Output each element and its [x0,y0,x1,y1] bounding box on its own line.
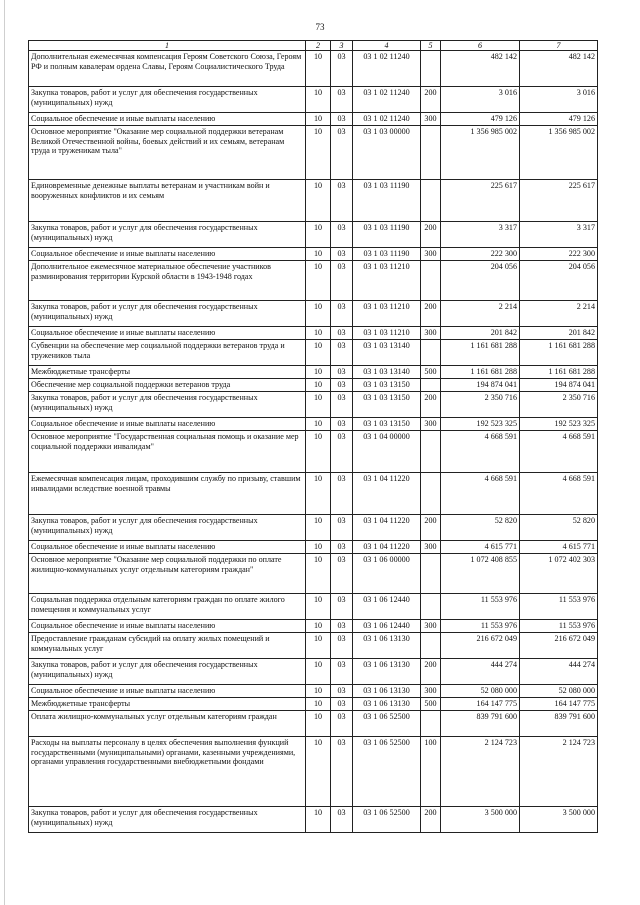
row-name: Закупка товаров, работ и услуг для обеспечения государственных (муниципальных) нужд [29,392,306,418]
row-amount-2: 1 161 681 288 [520,366,598,379]
row-expense-type: 200 [421,515,441,541]
col-header-section: 2 [306,41,331,51]
row-section: 10 [306,340,331,366]
table-row [29,698,598,711]
row-section: 10 [306,473,331,515]
scan-edge [4,0,5,905]
row-amount-1: 192 523 325 [441,418,520,431]
row-subsection: 03 [331,418,353,431]
row-subsection: 03 [331,620,353,633]
row-section: 10 [306,392,331,418]
row-amount-2: 52 820 [520,515,598,541]
row-amount-1: 1 161 681 288 [441,366,520,379]
row-amount-1: 1 356 985 002 [441,126,520,180]
row-target-article: 03 1 06 52500 [353,807,421,833]
row-target-article: 03 1 06 52500 [353,711,421,737]
row-expense-type [421,261,441,301]
row-amount-2: 2 214 [520,301,598,327]
row-amount-2: 164 147 775 [520,698,598,711]
row-name: Социальное обеспечение и иные выплаты населению [29,248,306,261]
row-name: Основное мероприятие "Оказание мер социальной поддержки по оплате жилищно-коммунальных услуг отдельным категориям граждан" [29,554,306,594]
row-section: 10 [306,620,331,633]
row-amount-2: 839 791 600 [520,711,598,737]
table-row [29,222,598,248]
row-amount-1: 2 124 723 [441,737,520,807]
col-header-name: 1 [29,41,306,51]
row-section: 10 [306,248,331,261]
row-expense-type: 200 [421,659,441,685]
row-expense-type [421,633,441,659]
row-amount-2: 444 274 [520,659,598,685]
row-amount-1: 839 791 600 [441,711,520,737]
row-amount-2: 4 615 771 [520,541,598,554]
table-row [29,366,598,379]
row-amount-1: 479 126 [441,113,520,126]
row-amount-2: 225 617 [520,180,598,222]
row-subsection: 03 [331,340,353,366]
row-subsection: 03 [331,807,353,833]
col-header-subsection: 3 [331,41,353,51]
row-subsection: 03 [331,633,353,659]
row-subsection: 03 [331,392,353,418]
row-amount-2: 52 080 000 [520,685,598,698]
row-amount-2: 3 317 [520,222,598,248]
table-row [29,807,598,833]
row-section: 10 [306,180,331,222]
table-row [29,113,598,126]
row-section: 10 [306,366,331,379]
row-section: 10 [306,685,331,698]
row-subsection: 03 [331,594,353,620]
row-subsection: 03 [331,366,353,379]
row-name: Социальное обеспечение и иные выплаты населению [29,541,306,554]
row-target-article: 03 1 06 52500 [353,737,421,807]
row-expense-type: 300 [421,541,441,554]
table-row [29,659,598,685]
table-row [29,418,598,431]
row-amount-2: 201 842 [520,327,598,340]
row-name: Социальное обеспечение и иные выплаты населению [29,327,306,340]
row-amount-1: 4 668 591 [441,431,520,473]
row-name: Социальное обеспечение и иные выплаты населению [29,685,306,698]
row-target-article: 03 1 06 13130 [353,659,421,685]
row-name: Предоставление гражданам субсидий на оплату жилых помещений и коммунальных услуг [29,633,306,659]
row-expense-type [421,554,441,594]
row-subsection: 03 [331,126,353,180]
row-amount-1: 4 668 591 [441,473,520,515]
row-target-article: 03 1 02 11240 [353,113,421,126]
row-subsection: 03 [331,327,353,340]
table-row [29,473,598,515]
row-section: 10 [306,126,331,180]
row-name: Закупка товаров, работ и услуг для обеспечения государственных (муниципальных) нужд [29,807,306,833]
row-section: 10 [306,807,331,833]
row-amount-1: 2 214 [441,301,520,327]
row-amount-2: 479 126 [520,113,598,126]
row-expense-type: 200 [421,87,441,113]
row-subsection: 03 [331,473,353,515]
row-amount-1: 3 500 000 [441,807,520,833]
row-amount-1: 2 350 716 [441,392,520,418]
table-row [29,541,598,554]
row-target-article: 03 1 03 13150 [353,379,421,392]
row-name: Межбюджетные трансферты [29,366,306,379]
row-section: 10 [306,737,331,807]
row-section: 10 [306,431,331,473]
row-name: Межбюджетные трансферты [29,698,306,711]
table-row [29,737,598,807]
row-amount-1: 1 072 408 855 [441,554,520,594]
row-amount-2: 2 124 723 [520,737,598,807]
row-subsection: 03 [331,698,353,711]
row-name: Дополнительное ежемесячное материальное обеспечение участников разминирования территории Курской области в 1943-1948 годах [29,261,306,301]
row-target-article: 03 1 03 13140 [353,366,421,379]
table-row [29,392,598,418]
row-amount-2: 1 072 402 303 [520,554,598,594]
row-name: Единовременные денежные выплаты ветеранам и участникам войн и вооруженных конфликтов и их семьям [29,180,306,222]
row-target-article: 03 1 03 13140 [353,340,421,366]
row-amount-2: 194 874 041 [520,379,598,392]
row-subsection: 03 [331,685,353,698]
row-target-article: 03 1 06 12440 [353,620,421,633]
row-name: Социальное обеспечение и иные выплаты населению [29,418,306,431]
row-name: Закупка товаров, работ и услуг для обеспечения государственных (муниципальных) нужд [29,222,306,248]
table-row [29,261,598,301]
row-section: 10 [306,659,331,685]
row-section: 10 [306,261,331,301]
row-expense-type [421,379,441,392]
row-subsection: 03 [331,541,353,554]
table-body [29,51,598,833]
row-name: Оплата жилищно-коммунальных услуг отдельным категориям граждан [29,711,306,737]
row-name: Социальная поддержка отдельным категориям граждан по оплате жилого помещения и коммунальных услуг [29,594,306,620]
row-expense-type: 300 [421,418,441,431]
row-target-article: 03 1 03 11210 [353,301,421,327]
row-name: Социальное обеспечение и иные выплаты населению [29,113,306,126]
row-amount-2: 11 553 976 [520,620,598,633]
row-name: Закупка товаров, работ и услуг для обеспечения государственных (муниципальных) нужд [29,87,306,113]
row-expense-type: 200 [421,301,441,327]
row-expense-type [421,126,441,180]
row-subsection: 03 [331,301,353,327]
row-target-article: 03 1 03 00000 [353,126,421,180]
row-name: Закупка товаров, работ и услуг для обеспечения государственных (муниципальных) нужд [29,515,306,541]
col-header-expense-type: 5 [421,41,441,51]
row-section: 10 [306,301,331,327]
table-row [29,685,598,698]
col-header-target-article: 4 [353,41,421,51]
row-target-article: 03 1 02 11240 [353,51,421,87]
row-amount-1: 3 016 [441,87,520,113]
row-amount-2: 3 500 000 [520,807,598,833]
table-row [29,248,598,261]
row-target-article: 03 1 06 13130 [353,685,421,698]
row-amount-1: 225 617 [441,180,520,222]
row-name: Обеспечение мер социальной поддержки ветеранов труда [29,379,306,392]
row-amount-1: 3 317 [441,222,520,248]
budget-table [28,40,598,833]
row-amount-1: 11 553 976 [441,594,520,620]
table-row [29,515,598,541]
table-row [29,554,598,594]
row-amount-1: 194 874 041 [441,379,520,392]
row-name: Основное мероприятие "Оказание мер социальной поддержки ветеранам Великой Отечественной войны, боевых действий и их семьям, ветеранам труда и труженикам тыла" [29,126,306,180]
row-target-article: 03 1 03 13150 [353,418,421,431]
row-name: Закупка товаров, работ и услуг для обеспечения государственных (муниципальных) нужд [29,659,306,685]
table-row [29,51,598,87]
row-target-article: 03 1 04 11220 [353,541,421,554]
row-subsection: 03 [331,554,353,594]
row-name: Ежемесячная компенсация лицам, проходившим службу по призыву, ставшим инвалидами вследствие военной травмы [29,473,306,515]
row-expense-type: 300 [421,327,441,340]
table-row [29,180,598,222]
row-subsection: 03 [331,261,353,301]
row-name: Закупка товаров, работ и услуг для обеспечения государственных (муниципальных) нужд [29,301,306,327]
row-subsection: 03 [331,113,353,126]
row-expense-type [421,431,441,473]
row-section: 10 [306,327,331,340]
row-amount-1: 201 842 [441,327,520,340]
row-amount-2: 216 672 049 [520,633,598,659]
row-expense-type [421,51,441,87]
row-target-article: 03 1 04 00000 [353,431,421,473]
row-subsection: 03 [331,379,353,392]
row-amount-1: 1 161 681 288 [441,340,520,366]
row-target-article: 03 1 06 12440 [353,594,421,620]
row-amount-1: 222 300 [441,248,520,261]
row-target-article: 03 1 06 13130 [353,698,421,711]
row-subsection: 03 [331,222,353,248]
row-amount-1: 164 147 775 [441,698,520,711]
row-subsection: 03 [331,248,353,261]
row-expense-type: 300 [421,620,441,633]
row-amount-2: 1 356 985 002 [520,126,598,180]
row-subsection: 03 [331,431,353,473]
table-row [29,340,598,366]
row-section: 10 [306,633,331,659]
row-amount-2: 4 668 591 [520,431,598,473]
table-row [29,431,598,473]
table-row [29,711,598,737]
table-row [29,301,598,327]
row-target-article: 03 1 04 11220 [353,473,421,515]
row-expense-type: 200 [421,222,441,248]
table-row [29,594,598,620]
table-row [29,87,598,113]
row-target-article: 03 1 03 11190 [353,248,421,261]
row-name: Дополнительная ежемесячная компенсация Героям Советского Союза, Героям РФ и полным кавалерам ордена Славы, Героям Социалистического Труда [29,51,306,87]
row-subsection: 03 [331,737,353,807]
row-expense-type: 200 [421,807,441,833]
row-amount-2: 482 142 [520,51,598,87]
row-expense-type [421,594,441,620]
row-section: 10 [306,379,331,392]
row-name: Основное мероприятие "Государственная социальная помощь и оказание мер социальной поддержки инвалидам" [29,431,306,473]
row-amount-1: 11 553 976 [441,620,520,633]
row-name: Субвенции на обеспечение мер социальной поддержки ветеранов труда и тружеников тыла [29,340,306,366]
col-header-amount-1: 6 [441,41,520,51]
row-section: 10 [306,515,331,541]
row-amount-1: 52 080 000 [441,685,520,698]
row-target-article: 03 1 03 13150 [353,392,421,418]
row-subsection: 03 [331,659,353,685]
row-amount-2: 1 161 681 288 [520,340,598,366]
row-subsection: 03 [331,180,353,222]
row-amount-2: 204 056 [520,261,598,301]
row-amount-1: 204 056 [441,261,520,301]
row-target-article: 03 1 03 11190 [353,180,421,222]
row-expense-type: 300 [421,685,441,698]
row-expense-type: 200 [421,392,441,418]
row-expense-type: 300 [421,113,441,126]
row-section: 10 [306,698,331,711]
row-expense-type [421,180,441,222]
row-name: Социальное обеспечение и иные выплаты населению [29,620,306,633]
row-target-article: 03 1 04 11220 [353,515,421,541]
row-section: 10 [306,87,331,113]
row-amount-2: 2 350 716 [520,392,598,418]
row-amount-1: 52 820 [441,515,520,541]
row-target-article: 03 1 06 00000 [353,554,421,594]
row-amount-1: 4 615 771 [441,541,520,554]
row-target-article: 03 1 03 11210 [353,327,421,340]
row-subsection: 03 [331,51,353,87]
row-amount-1: 482 142 [441,51,520,87]
row-amount-2: 222 300 [520,248,598,261]
row-amount-2: 192 523 325 [520,418,598,431]
row-expense-type [421,340,441,366]
row-subsection: 03 [331,87,353,113]
row-target-article: 03 1 02 11240 [353,87,421,113]
row-expense-type: 500 [421,698,441,711]
row-subsection: 03 [331,515,353,541]
row-expense-type: 500 [421,366,441,379]
row-amount-2: 4 668 591 [520,473,598,515]
row-section: 10 [306,554,331,594]
row-section: 10 [306,222,331,248]
col-header-amount-2: 7 [520,41,598,51]
table-row [29,126,598,180]
row-target-article: 03 1 03 11210 [353,261,421,301]
row-expense-type: 300 [421,248,441,261]
row-amount-1: 216 672 049 [441,633,520,659]
table-row [29,327,598,340]
header-row [29,41,598,51]
row-amount-2: 3 016 [520,87,598,113]
row-target-article: 03 1 03 11190 [353,222,421,248]
row-section: 10 [306,541,331,554]
row-section: 10 [306,51,331,87]
page-number: 73 [315,22,325,32]
row-amount-2: 11 553 976 [520,594,598,620]
row-expense-type: 100 [421,737,441,807]
table-row [29,633,598,659]
row-section: 10 [306,113,331,126]
row-subsection: 03 [331,711,353,737]
row-section: 10 [306,594,331,620]
row-name: Расходы на выплаты персоналу в целях обеспечения выполнения функций государственными (муниципальными) органами, казенными учреждениями, органами управления государственными внебюджетными фондами [29,737,306,807]
table-row [29,379,598,392]
row-target-article: 03 1 06 13130 [353,633,421,659]
table-row [29,620,598,633]
row-section: 10 [306,711,331,737]
row-amount-1: 444 274 [441,659,520,685]
row-section: 10 [306,418,331,431]
row-expense-type [421,473,441,515]
row-expense-type [421,711,441,737]
